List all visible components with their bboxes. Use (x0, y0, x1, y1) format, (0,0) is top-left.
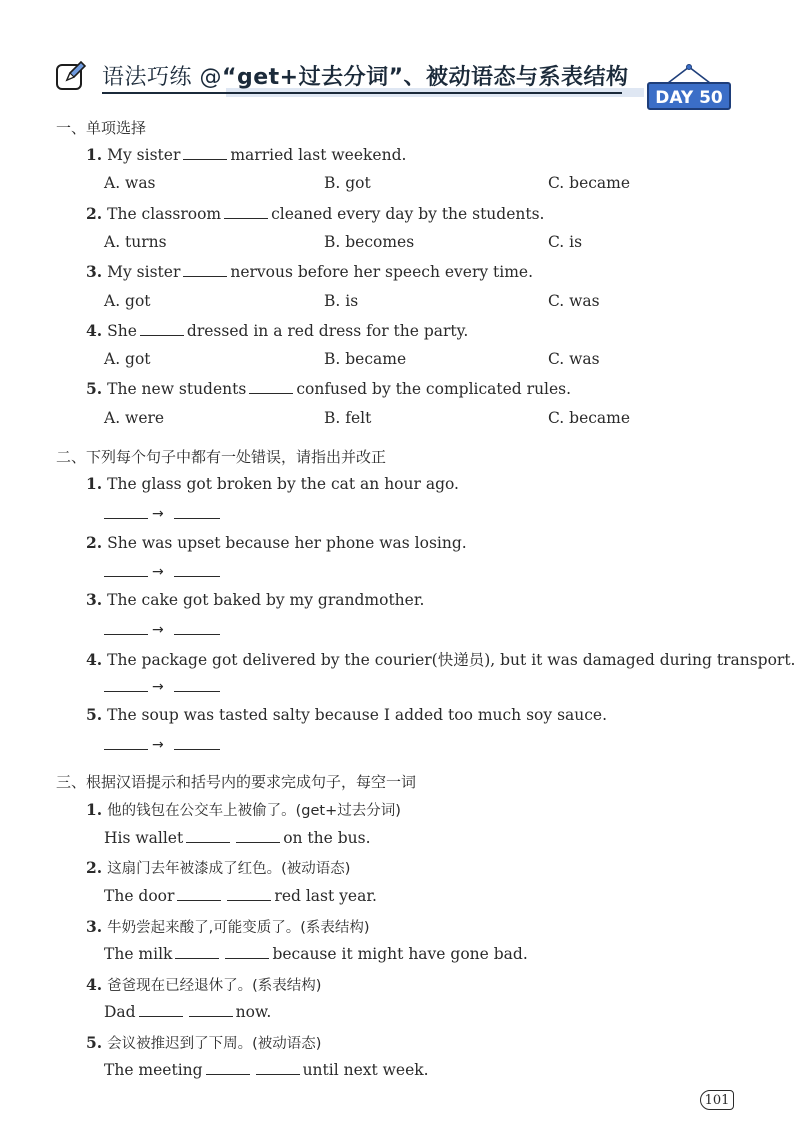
s1-question-1 (86, 145, 406, 164)
question-text: cleaned every day by the students. (271, 205, 545, 223)
page-header (56, 58, 746, 112)
s3-question-5 (86, 1032, 321, 1053)
s1-q4-option-b[interactable]: B. became (324, 350, 407, 368)
question-number: 3. (86, 917, 103, 936)
s1-q5-option-b[interactable]: B. felt (324, 409, 372, 427)
answer-blank[interactable] (225, 946, 269, 959)
s1-q2-option-b[interactable]: B. becomes (324, 233, 415, 251)
question-number: 4. (86, 650, 103, 669)
s1-q5-option-a[interactable]: A. were (104, 409, 165, 427)
arrow-icon: → (152, 506, 164, 522)
question-number: 2. (86, 204, 103, 223)
question-number: 1. (86, 474, 103, 493)
correction-blank[interactable] (174, 691, 220, 692)
s1-q4-option-a[interactable]: A. got (104, 350, 151, 368)
answer-blank[interactable] (224, 206, 268, 219)
chinese-prompt: 他的钱包在公交车上被偷了。(get+过去分词) (107, 803, 401, 819)
correction-line (104, 735, 224, 753)
sentence-end: red last year. (274, 887, 377, 905)
answer-blank[interactable] (256, 1062, 300, 1075)
correction-blank[interactable] (174, 518, 220, 519)
s1-q3-option-b[interactable]: B. is (324, 292, 359, 310)
arrow-icon: → (152, 564, 164, 580)
s1-q2-option-a[interactable]: A. turns (104, 233, 167, 251)
question-text: dressed in a red dress for the party. (186, 322, 469, 340)
s3-answer-4 (104, 1003, 271, 1021)
title-prefix: 语法巧练 @ (102, 65, 222, 90)
page-number: 101 (700, 1090, 734, 1110)
s3-answer-5 (104, 1061, 429, 1079)
question-text: The soup was tasted salty because I added too much soy sauce. (107, 706, 608, 724)
pencil-icon (56, 64, 82, 90)
arrow-icon: → (152, 737, 164, 753)
error-blank[interactable] (104, 576, 148, 577)
question-text: married last weekend. (230, 146, 407, 164)
s1-q1-option-b[interactable]: B. got (324, 174, 371, 192)
title-underline (102, 92, 622, 94)
error-blank[interactable] (104, 691, 148, 692)
answer-blank[interactable] (177, 888, 221, 901)
answer-blank[interactable] (183, 264, 227, 277)
answer-blank[interactable] (140, 323, 184, 336)
correction-blank[interactable] (174, 634, 220, 635)
sentence-end: now. (235, 1003, 272, 1021)
section1-title: 一、单项选择 (56, 119, 147, 137)
sentence-start: Dad (104, 1003, 136, 1021)
question-number: 2. (86, 858, 103, 877)
day-badge: DAY 50 (647, 82, 731, 110)
s1-question-2 (86, 204, 544, 223)
s1-q5-option-c[interactable]: C. became (548, 409, 631, 427)
sentence-start: The meeting (104, 1061, 203, 1079)
s2-question-5 (86, 705, 607, 724)
chinese-prompt: 爸爸现在已经退休了。(系表结构) (107, 978, 322, 994)
answer-blank[interactable] (189, 1004, 233, 1017)
question-number: 4. (86, 321, 103, 340)
s1-q1-option-a[interactable]: A. was (104, 174, 156, 192)
page-title (102, 60, 629, 91)
error-blank[interactable] (104, 518, 148, 519)
s1-q4-option-c[interactable]: C. was (548, 350, 600, 368)
question-text: The new students (107, 380, 247, 398)
correction-line (104, 677, 224, 695)
s1-question-3 (86, 262, 533, 281)
s2-question-3 (86, 590, 424, 609)
answer-blank[interactable] (186, 830, 230, 843)
answer-blank[interactable] (183, 147, 227, 160)
s3-answer-3 (104, 945, 528, 963)
chinese-prompt: 这扇门去年被漆成了红色。(被动语态) (107, 861, 351, 877)
question-number: 5. (86, 705, 103, 724)
s1-question-5 (86, 379, 571, 398)
s1-q2-option-c[interactable]: C. is (548, 233, 583, 251)
question-number: 5. (86, 1033, 103, 1052)
question-text: My sister (107, 146, 181, 164)
question-text: nervous before her speech every time. (230, 263, 534, 281)
s1-q3-option-a[interactable]: A. got (104, 292, 151, 310)
error-blank[interactable] (104, 749, 148, 750)
section2-title: 二、下列每个句子中都有一处错误，请指出并改正 (56, 448, 387, 466)
arrow-icon: → (152, 622, 164, 638)
correction-line (104, 504, 224, 522)
section3-title: 三、根据汉语提示和括号内的要求完成句子，每空一词 (56, 773, 417, 791)
question-text: She (107, 322, 137, 340)
sentence-start: His wallet (104, 829, 184, 847)
sentence-end: because it might have gone bad. (272, 945, 528, 963)
s2-question-1 (86, 474, 459, 493)
question-number: 4. (86, 975, 103, 994)
answer-blank[interactable] (249, 381, 293, 394)
question-number: 5. (86, 379, 103, 398)
s1-q3-option-c[interactable]: C. was (548, 292, 600, 310)
s3-question-3 (86, 916, 370, 937)
s3-answer-2 (104, 887, 377, 905)
question-text: confused by the complicated rules. (296, 380, 572, 398)
correction-line (104, 620, 224, 638)
correction-line (104, 562, 224, 580)
chinese-prompt: 牛奶尝起来酸了,可能变质了。(系表结构) (107, 920, 370, 936)
question-text: The package got delivered by the courier(快递员), but it was damaged during transport. (107, 651, 796, 669)
s3-question-1 (86, 799, 401, 820)
sentence-start: The door (104, 887, 175, 905)
question-text: My sister (107, 263, 181, 281)
s3-question-4 (86, 974, 321, 995)
s3-answer-1 (104, 829, 371, 847)
correction-blank[interactable] (174, 576, 220, 577)
sentence-end: until next week. (302, 1061, 429, 1079)
chinese-prompt: 会议被推迟到了下周。(被动语态) (107, 1036, 322, 1052)
arrow-icon: → (152, 679, 164, 695)
sentence-start: The milk (104, 945, 173, 963)
title-topic: “get+过去分词”、被动语态与系表结构 (222, 65, 629, 90)
question-number: 3. (86, 262, 103, 281)
s1-q1-option-c[interactable]: C. became (548, 174, 631, 192)
question-number: 1. (86, 800, 103, 819)
s2-question-2 (86, 533, 467, 552)
sentence-end: on the bus. (283, 829, 371, 847)
question-number: 2. (86, 533, 103, 552)
answer-blank[interactable] (227, 888, 271, 901)
question-text: The classroom (107, 205, 222, 223)
question-text: She was upset because her phone was losing. (107, 534, 467, 552)
answer-blank[interactable] (175, 946, 219, 959)
question-number: 3. (86, 590, 103, 609)
question-text: The glass got broken by the cat an hour ago. (107, 475, 459, 493)
question-number: 1. (86, 145, 103, 164)
answer-blank[interactable] (206, 1062, 250, 1075)
s3-question-2 (86, 857, 350, 878)
answer-blank[interactable] (139, 1004, 183, 1017)
badge-hanger-icon (666, 64, 712, 84)
answer-blank[interactable] (236, 830, 280, 843)
s2-question-4 (86, 648, 795, 670)
error-blank[interactable] (104, 634, 148, 635)
correction-blank[interactable] (174, 749, 220, 750)
s1-question-4 (86, 321, 468, 340)
question-text: The cake got baked by my grandmother. (107, 591, 425, 609)
